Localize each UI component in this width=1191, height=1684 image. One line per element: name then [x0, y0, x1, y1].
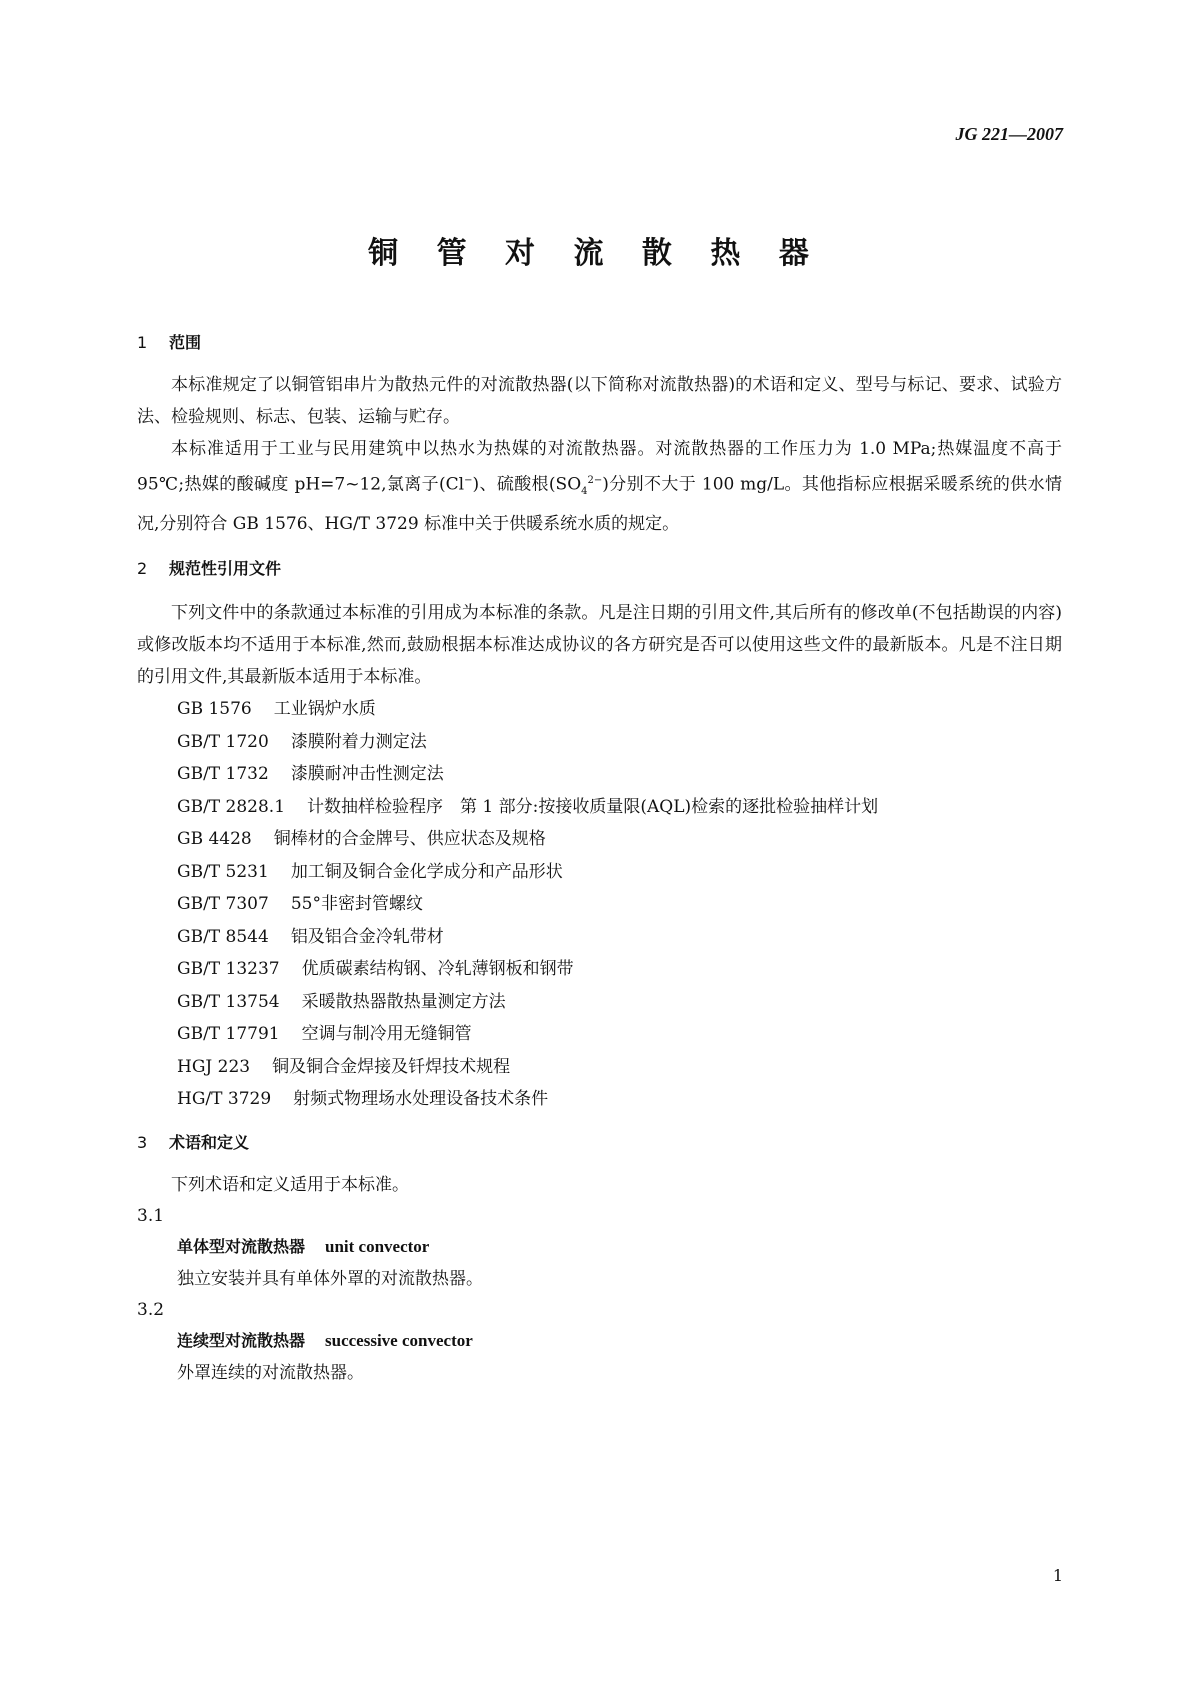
standard-code: JG 221—2007 [955, 124, 1063, 144]
term-definition: 外罩连续的对流散热器。 [177, 1362, 364, 1383]
reference-item: GB/T 13754 采暖散热器散热量测定方法 [177, 991, 506, 1012]
reference-list [137, 693, 1062, 1116]
document-title: 铜 管 对 流 散 热 器 [368, 236, 823, 271]
reference-item: GB 1576 工业锅炉水质 [177, 699, 376, 720]
section-3-heading [137, 1130, 1062, 1153]
reference-item: GB/T 5231 加工铜及铜合金化学成分和产品形状 [177, 861, 563, 882]
section-number: 1 [137, 333, 148, 352]
document-body [137, 330, 1062, 1389]
reference-item: GB/T 8544 铝及铝合金冷轧带材 [177, 926, 444, 947]
reference-item: GB/T 1720 漆膜附着力测定法 [177, 731, 427, 752]
section-1-heading [137, 330, 1062, 353]
section-title: 术语和定义 [169, 1132, 250, 1152]
reference-item: GB 4428 铜棒材的合金牌号、供应状态及规格 [177, 829, 546, 850]
scope-paragraph-1: 本标准规定了以铜管铝串片为散热元件的对流散热器(以下简称对流散热器)的术语和定义、型号与标记、要求、试验方法、检验规则、标志、包装、运输与贮存。 [137, 375, 1062, 427]
section-number: 2 [137, 559, 148, 579]
terms-intro: 下列术语和定义适用于本标准。 [171, 1174, 409, 1195]
reference-item: GB/T 1732 漆膜耐冲击性测定法 [177, 764, 444, 785]
reference-item: GB/T 2828.1 计数抽样检验程序 第 1 部分:按接收质量限(AQL)检索的逐批检验抽样计划 [177, 796, 879, 817]
term-number: 3.1 [137, 1205, 165, 1226]
term-definition: 独立安装并具有单体外罩的对流散热器。 [177, 1268, 483, 1289]
reference-item: GB/T 17791 空调与制冷用无缝铜管 [177, 1024, 472, 1045]
section-title: 规范性引用文件 [169, 559, 282, 579]
scope-paragraph-2: 本标准适用于工业与民用建筑中以热水为热媒的对流散热器。对流散热器的工作压力为 1.0 MPa;热媒温度不高于 95℃;热媒的酸碱度 pH=7~12,氯离子(Cl−)、硫酸根$(SO_4^{2-})$分别不大于 100 mg/L。其他指标应根据采暖系统的供水情况,分别符合 GB 1576、HG/T 3729 标准中关于供暖系统水质的规定。 [137, 439, 1062, 535]
reference-item: GB/T 13237 优质碳素结构钢、冷轧薄钢板和钢带 [177, 959, 574, 980]
page-number: 1 [1052, 1566, 1063, 1585]
section-title: 范围 [169, 333, 202, 352]
reference-item: GB/T 7307 55°非密封管螺纹 [177, 894, 423, 915]
normative-intro-paragraph: 下列文件中的条款通过本标准的引用成为本标准的条款。凡是注日期的引用文件,其后所有的修改单(不包括勘误的内容)或修改版本均不适用于本标准,然而,鼓励根据本标准达成协议的各方研究是否可以使用这些文件的最新版本。凡是不注日期的引用文件,其最新版本适用于本标准。 [137, 603, 1062, 688]
reference-item: HG/T 3729 射频式物理场水处理设备技术条件 [177, 1089, 549, 1110]
reference-item: HGJ 223 铜及铜合金焊接及钎焊技术规程 [177, 1056, 511, 1077]
section-number: 3 [137, 1132, 148, 1152]
term-heading: 单体型对流散热器 unit convector [177, 1236, 430, 1256]
term-heading: 连续型对流散热器 successive convector [177, 1330, 473, 1350]
term-number: 3.2 [137, 1299, 165, 1320]
section-2-heading [137, 556, 1062, 579]
